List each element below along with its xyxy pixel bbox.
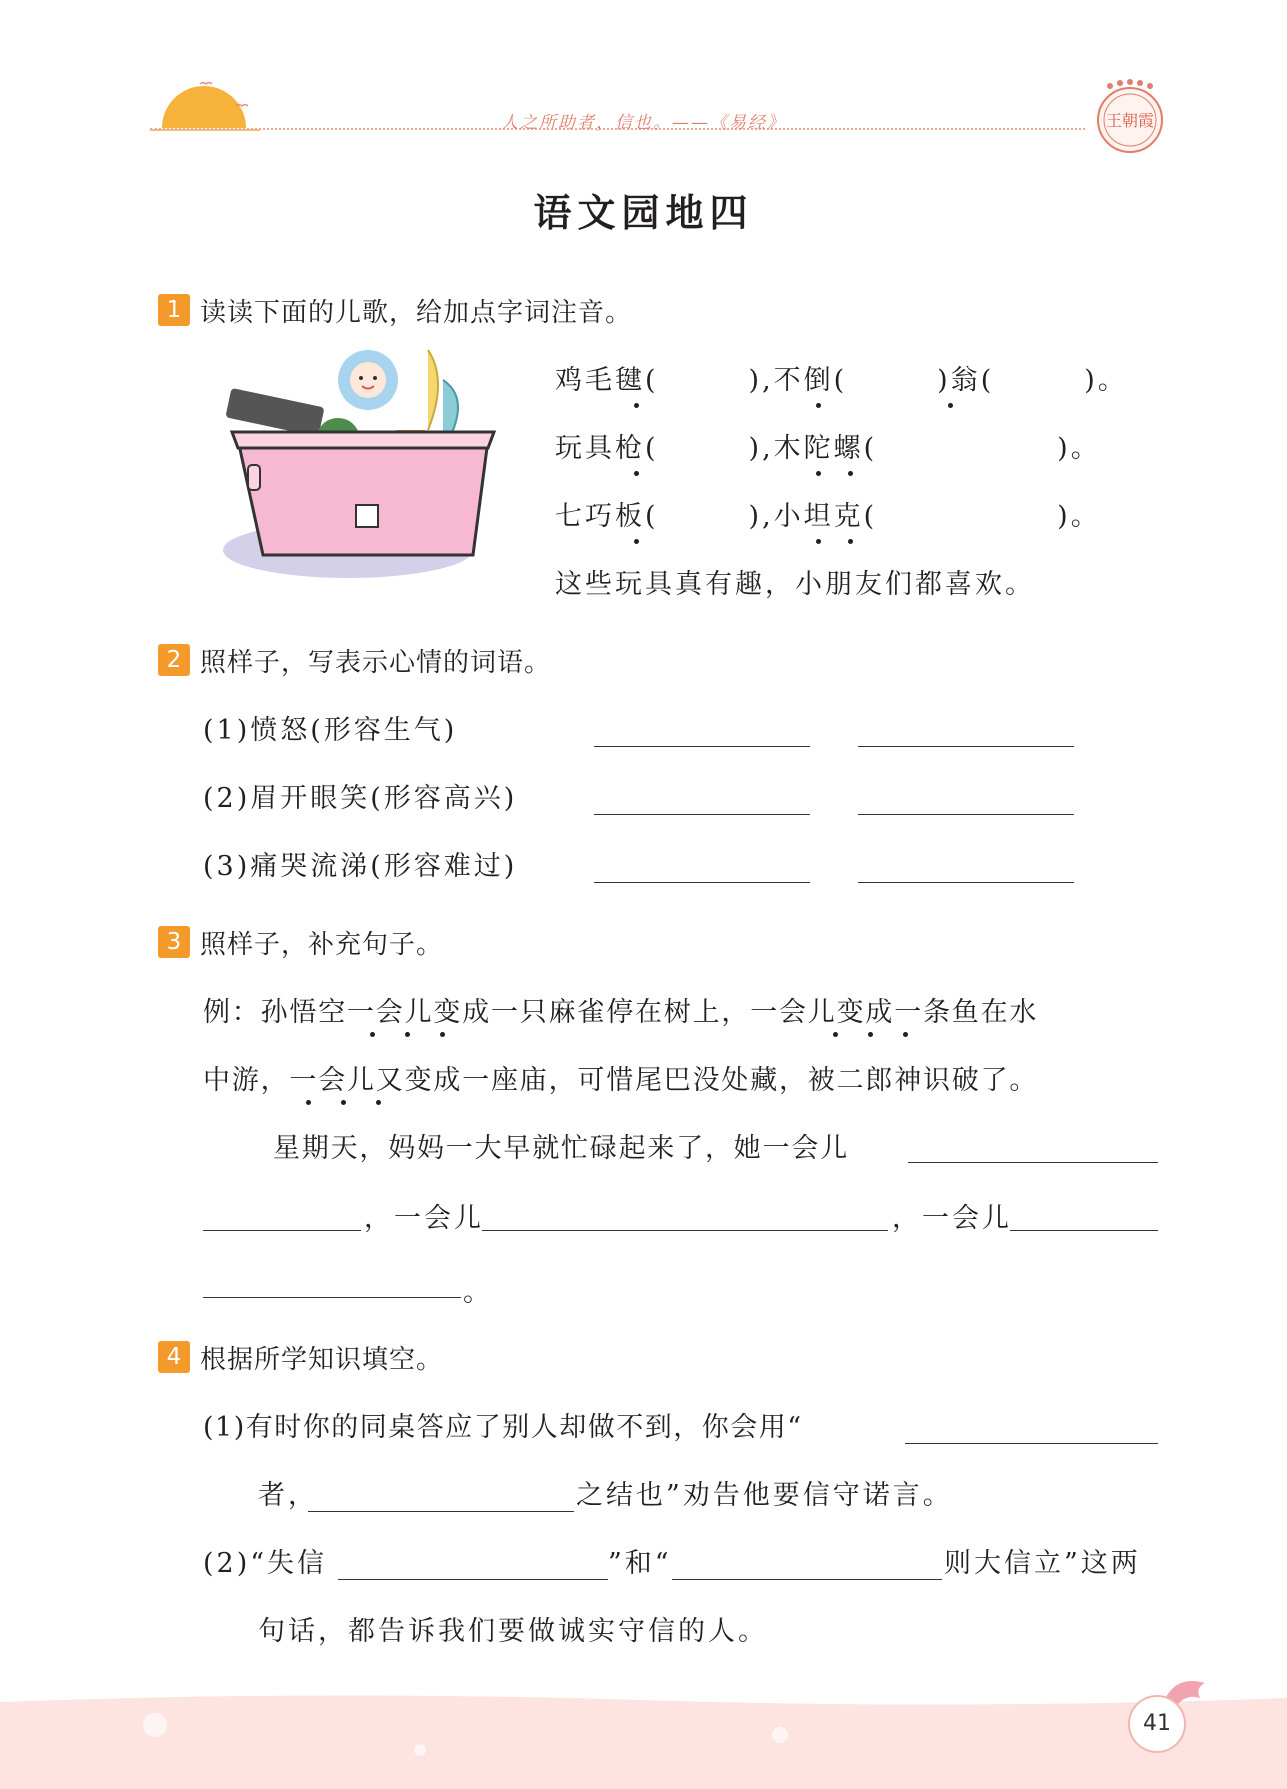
answer-blank[interactable] <box>482 1230 888 1231</box>
example-sentence-line-1: 例：孙悟空一会儿变成一只麻雀停在树上，一会儿变成一条鱼在水 <box>203 997 1039 1028</box>
page-number: 41 <box>1128 1695 1186 1753</box>
fill-sentence-sep-1: ，一会儿 <box>364 1203 484 1234</box>
emphasis-dot <box>848 471 853 476</box>
answer-blank[interactable] <box>908 1162 1158 1163</box>
question-4-header <box>158 1340 443 1374</box>
fill-item-2-part-3: 则大信立”这两 <box>944 1548 1141 1579</box>
emphasis-dot <box>440 1032 445 1037</box>
question-text: 照样子，写表示心情的词语。 <box>200 647 552 678</box>
question-text: 根据所学知识填空。 <box>200 1344 444 1375</box>
emphasis-dot <box>948 403 953 408</box>
header-motto: 人之所助者，信也。——《易经》 <box>501 113 786 133</box>
answer-blank[interactable] <box>338 1579 608 1580</box>
emphasis-dot <box>903 1032 908 1037</box>
example-sentence-line-2: 中游，一会儿又变成一座庙，可惜尾巴没处藏，被二郎神识破了。 <box>203 1065 1039 1096</box>
emphasis-dot <box>816 403 821 408</box>
answer-blank[interactable] <box>594 746 810 747</box>
question-number: 4 <box>158 1341 190 1373</box>
answer-blank[interactable] <box>858 814 1074 815</box>
question-number: 3 <box>158 926 190 958</box>
emphasis-dot <box>833 1032 838 1037</box>
question-text: 照样子，补充句子。 <box>200 929 444 960</box>
rhyme-line-4: 这些玩具真有趣，小朋友们都喜欢。 <box>555 569 1035 600</box>
answer-blank[interactable] <box>203 1230 361 1231</box>
answer-blank[interactable] <box>308 1511 574 1512</box>
answer-blank[interactable] <box>905 1443 1158 1444</box>
answer-blank[interactable] <box>1010 1230 1158 1231</box>
answer-blank[interactable] <box>672 1579 942 1580</box>
rhyme-line-2: 玩具枪( ),木陀螺( )。 <box>555 433 1101 464</box>
fill-item-2-line-2: 句话，都告诉我们要做诚实守信的人。 <box>258 1616 768 1647</box>
answer-blank[interactable] <box>858 882 1074 883</box>
rhyme-line-1: 鸡毛毽( ),不倒( )翁( )。 <box>555 365 1128 396</box>
answer-blank[interactable] <box>594 882 810 883</box>
question-number: 1 <box>158 294 190 326</box>
emphasis-dot <box>634 403 639 408</box>
seal-text: 王朝霞 <box>1105 111 1154 130</box>
answer-blank[interactable] <box>858 746 1074 747</box>
answer-blank[interactable] <box>203 1297 461 1298</box>
mood-item-3: (3)痛哭流涕(形容难过) <box>203 851 518 882</box>
emphasis-dot <box>370 1032 375 1037</box>
page-title: 语文园地四 <box>533 191 754 235</box>
footer-wave <box>0 1690 1287 1789</box>
emphasis-dot <box>306 1100 311 1105</box>
emphasis-dot <box>376 1100 381 1105</box>
emphasis-dot <box>848 539 853 544</box>
question-2-header <box>158 643 551 677</box>
question-3-header <box>158 925 443 959</box>
question-1-header <box>158 293 632 327</box>
emphasis-dot <box>816 471 821 476</box>
fill-sentence-start: 星期天，妈妈一大早就忙碌起来了，她一会儿 <box>273 1133 849 1164</box>
fill-sentence-end: 。 <box>463 1277 493 1308</box>
fill-item-2-part-2: ”和“ <box>608 1548 672 1579</box>
mood-item-1: (1)愤怒(形容生气) <box>203 715 458 746</box>
fill-sentence-sep-2: ，一会儿 <box>892 1203 1012 1234</box>
fill-item-1-line-2a: 者， <box>258 1480 318 1511</box>
brand-seal <box>1090 78 1170 158</box>
toy-box-illustration <box>218 340 518 590</box>
emphasis-dot <box>341 1100 346 1105</box>
mood-item-2: (2)眉开眼笑(形容高兴) <box>203 783 518 814</box>
emphasis-dot <box>634 471 639 476</box>
emphasis-dot <box>816 539 821 544</box>
emphasis-dot <box>405 1032 410 1037</box>
emphasis-dot <box>634 539 639 544</box>
question-number: 2 <box>158 644 190 676</box>
fill-item-1-line-2b: 之结也”劝告他要信守诺言。 <box>576 1480 953 1511</box>
fill-item-2-part-1: (2)“失信 <box>203 1548 328 1579</box>
question-text: 读读下面的儿歌，给加点字词注音。 <box>200 297 633 328</box>
rhyme-line-3: 七巧板( ),小坦克( )。 <box>555 501 1101 532</box>
emphasis-dot <box>868 1032 873 1037</box>
fill-item-1-line-1: (1)有时你的同桌答应了别人却做不到，你会用“ <box>203 1412 803 1443</box>
answer-blank[interactable] <box>594 814 810 815</box>
